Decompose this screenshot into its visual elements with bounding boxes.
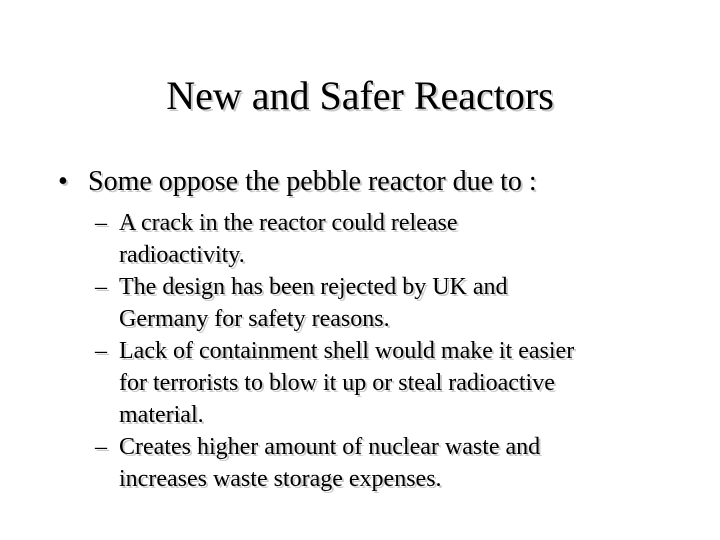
main-bullet-text: Some oppose the pebble reactor due to : (88, 166, 537, 197)
sub-bullet-line: Creates higher amount of nuclear waste and (119, 434, 541, 460)
sub-bullet-item (95, 207, 695, 271)
sub-bullet-list (95, 207, 695, 495)
sub-bullet-line: Germany for safety reasons. (119, 306, 390, 332)
sub-bullet-line: material. (119, 402, 204, 428)
sub-bullet-marker: – (95, 274, 107, 300)
sub-bullet-line: increases waste storage expenses. (119, 466, 442, 492)
sub-bullet-line: radioactivity. (119, 242, 245, 268)
sub-bullet-marker: – (95, 338, 107, 364)
sub-bullet-item (95, 335, 695, 431)
main-bullet (58, 164, 537, 200)
sub-bullet-item (95, 271, 695, 335)
sub-bullet-line: for terrorists to blow it up or steal radioactive (119, 370, 555, 396)
sub-bullet-line: The design has been rejected by UK and (119, 274, 508, 300)
bullet-marker: • (58, 166, 68, 197)
slide-title: New and Safer Reactors (166, 73, 554, 118)
sub-bullet-item (95, 431, 695, 495)
sub-bullet-marker: – (95, 210, 107, 236)
sub-bullet-line: Lack of containment shell would make it easier (119, 338, 575, 364)
sub-bullet-marker: – (95, 434, 107, 460)
sub-bullet-line: A crack in the reactor could release (119, 210, 458, 236)
